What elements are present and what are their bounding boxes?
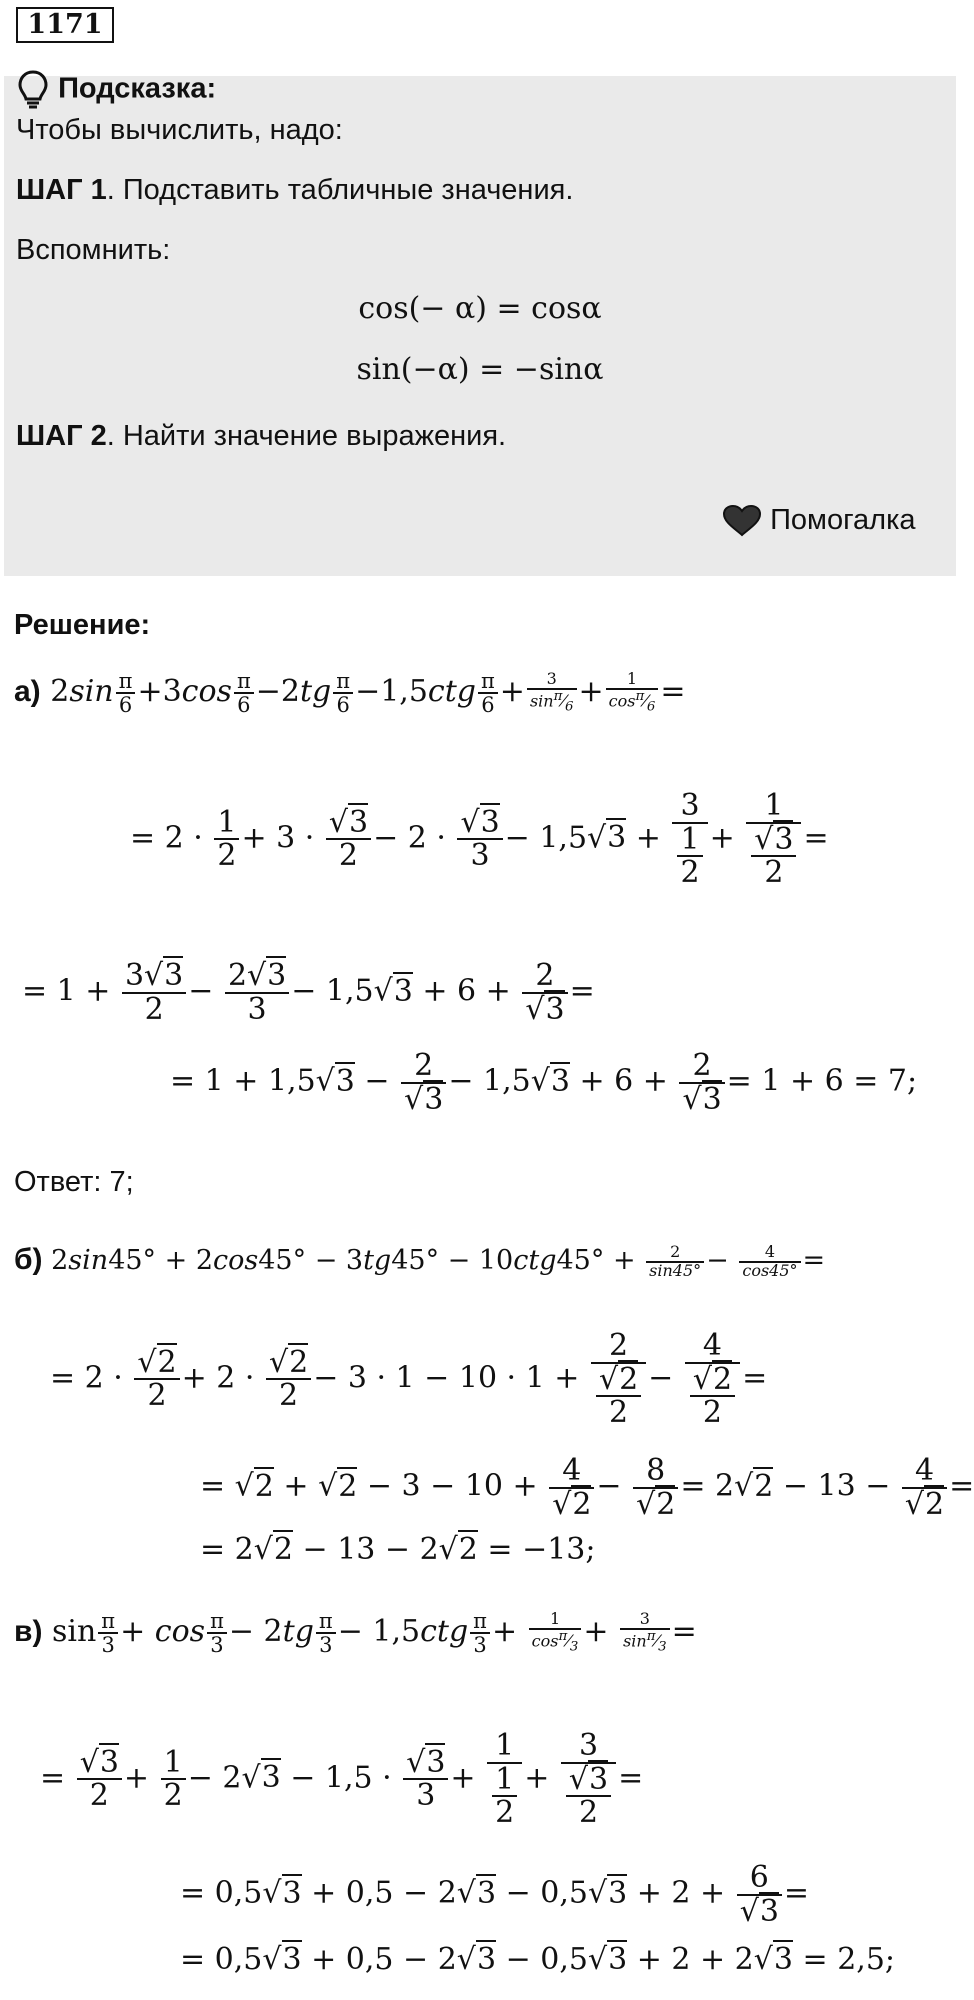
task-number: 1171 bbox=[16, 7, 114, 43]
label-c: в) bbox=[14, 1615, 43, 1649]
part-c-line-1: в) sin $\frac{\pi}{3}$ + cos $\frac{\pi}{3}$ − 2tg $\frac{\pi}{3}$ − 1,5ctg $\frac{\pi}{3}$ + $\frac{1}{\cos^\pi⁄_3}$ + $\frac{3}{\sin^\pi⁄_3}$ = bbox=[14, 1609, 697, 1658]
brand-label: Помогалка bbox=[770, 504, 916, 536]
part-a-line-3: = 1 + $\frac{3√3}{2}$ − $\frac{2√3}{3}$ − 1,5√3 + 6 + $\frac{2}{√3}$ = bbox=[22, 958, 595, 1027]
part-c-line-4: = 0,5√3 + 0,5 − 2√3 − 0,5√3 + 2 + 2√3 = 2,5; bbox=[180, 1942, 896, 1977]
part-c-line-2: = $\frac{√3}{2}$ + $\frac{1}{2}$ − 2√3 − 1,5 · $\frac{√3}{3}$ + $\frac{1}{\frac{1}{2}}$ + $\frac{3}{\frac{√3}{2}}$ = bbox=[40, 1728, 644, 1830]
hint-box bbox=[4, 72, 956, 576]
heart-icon bbox=[722, 504, 762, 538]
step2-label: ШАГ 2 bbox=[16, 420, 107, 452]
part-b-line-3: = √2 + √2 − 3 − 10 + $\frac{4}{√2}$ − $\frac{8}{√2}$ = 2√2 − 13 − $\frac{4}{√2}$ = bbox=[200, 1453, 974, 1522]
part-b-line-2: = 2 · $\frac{√2}{2}$ + 2 · $\frac{√2}{2}$ − 3 · 1 − 10 · 1 + $\frac{2}{\frac{√2}{2}}$ − $\frac{4}{\frac{√2}{2}}$ = bbox=[50, 1328, 768, 1430]
brand-row bbox=[722, 504, 916, 538]
hint-formula-2: sin(−α) = −sinα bbox=[356, 352, 604, 387]
hint-step2 bbox=[16, 420, 506, 453]
step2-text: . Найти значение выражения. bbox=[106, 420, 507, 452]
part-a-line-1: а) 2sin $\frac{\pi}{6}$ +3cos $\frac{\pi}{6}$ −2tg $\frac{\pi}{6}$ −1,5ctg $\frac{\pi}{6}$ + $\frac{3}{\sin^\pi⁄_6}$ + $\frac{1}{\cos^\pi⁄_6}$ = bbox=[14, 669, 686, 718]
solution-heading: Решение: bbox=[14, 609, 151, 641]
label-b: б) bbox=[14, 1243, 43, 1276]
answer-a: Ответ: 7; bbox=[14, 1166, 134, 1198]
hint-title: Подсказка: bbox=[58, 72, 217, 105]
part-b-line-1: б) 2sin45° + 2cos45° − 3tg45° − 10ctg45° + $\frac{2}{\sin 45^\circ}$ − $\frac{4}{\cos 45^\circ}$ = bbox=[14, 1241, 826, 1280]
hint-step1 bbox=[16, 174, 573, 207]
step1-text: . Подставить табличные значения. bbox=[106, 174, 574, 206]
lightbulb-icon bbox=[16, 68, 50, 112]
step1-label: ШАГ 1 bbox=[16, 174, 107, 206]
part-b-line-4: = 2√2 − 13 − 2√2 = −13; bbox=[200, 1532, 596, 1567]
hint-title-row bbox=[16, 68, 216, 112]
hint-formula-1: cos(− α) = cosα bbox=[358, 291, 602, 326]
part-a-line-2: = 2 · $\frac{1}{2}$ + 3 · $\frac{√3}{2}$ − 2 · $\frac{√3}{3}$ − 1,5√3 + $\frac{3}{\frac{1}{2}}$ + $\frac{1}{\frac{√3}{2}}$ = bbox=[130, 788, 829, 890]
part-a-line-4: = 1 + 1,5√3 − $\frac{2}{√3}$ − 1,5√3 + 6 + $\frac{2}{√3}$ = 1 + 6 = 7; bbox=[170, 1048, 918, 1117]
part-c-line-3: = 0,5√3 + 0,5 − 2√3 − 0,5√3 + 2 + $\frac{6}{√3}$ = bbox=[180, 1860, 810, 1929]
hint-intro: Чтобы вычислить, надо: bbox=[16, 114, 343, 146]
hint-remember: Вспомнить: bbox=[16, 234, 171, 266]
label-a: а) bbox=[14, 675, 41, 709]
